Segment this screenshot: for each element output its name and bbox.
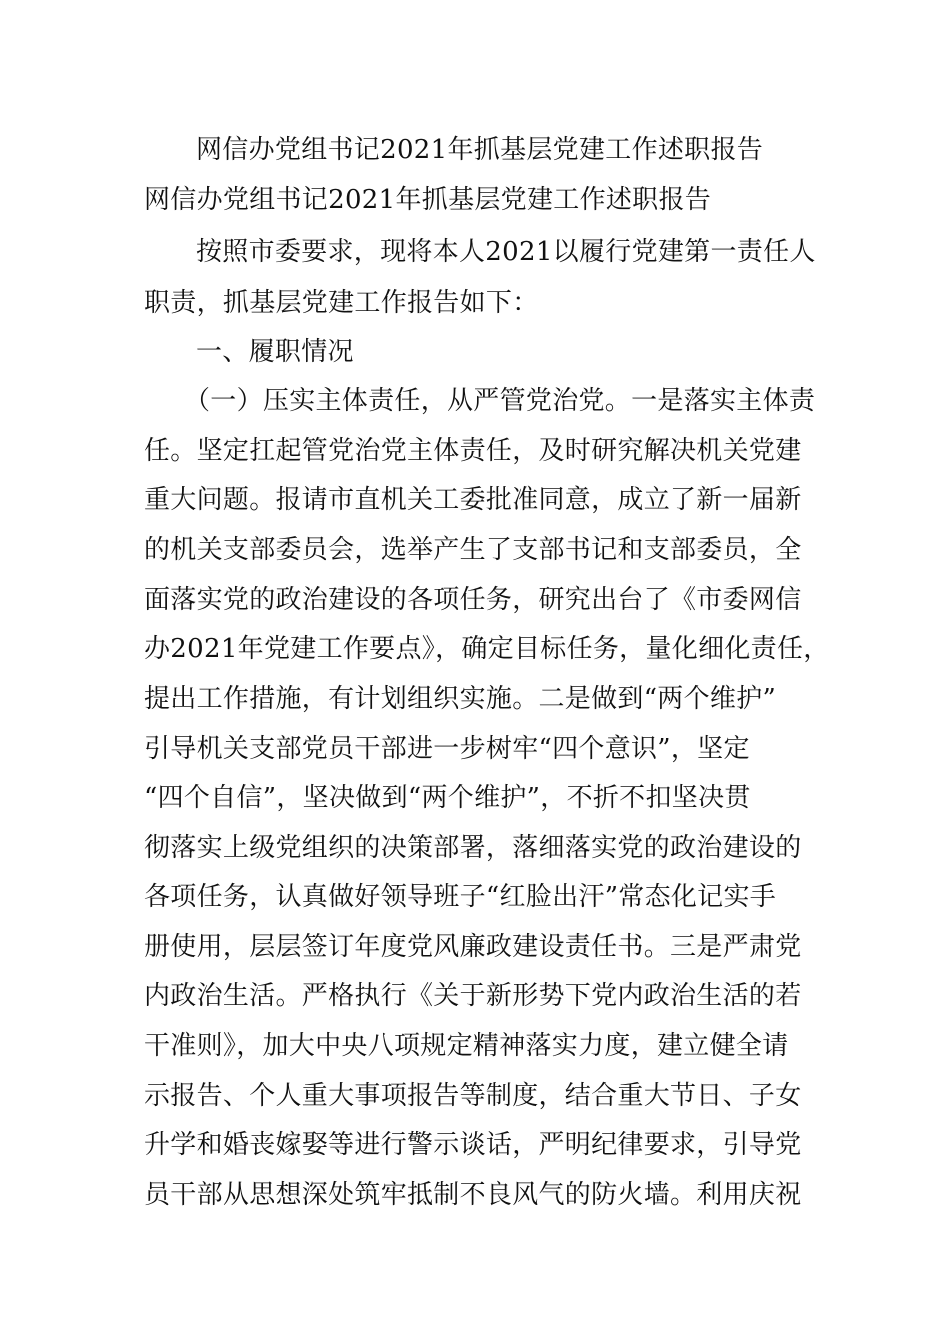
paragraph-line: 面落实党的政治建设的各项任务，研究出台了《市委网信 (144, 585, 802, 615)
paragraph-line: 引导机关支部党员干部进一步树牢“四个意识”，坚定 (144, 734, 750, 764)
paragraph-line: “四个自信”，坚决做到“两个维护”，不折不扣坚决贯 (144, 783, 751, 813)
paragraph-line: 职责，抓基层党建工作报告如下： (144, 288, 539, 318)
paragraph-line: 彻落实上级党组织的决策部署，落细落实党的政治建设的 (144, 833, 802, 863)
paragraph-line: 按照市委要求，现将本人2021以履行党建第一责任人 (196, 237, 816, 267)
paragraph-line: 册使用，层层签订年度党风廉政建设责任书。三是严肃党 (144, 932, 802, 962)
paragraph-line: 员干部从思想深处筑牢抵制不良风气的防火墙。利用庆祝 (144, 1180, 802, 1210)
section-heading: 一、履职情况 (196, 337, 354, 367)
paragraph-line: 内政治生活。严格执行《关于新形势下党内政治生活的若 (144, 981, 802, 1011)
paragraph-line: 升学和婚丧嫁娶等进行警示谈话，严明纪律要求，引导党 (144, 1130, 802, 1160)
document-subtitle: 网信办党组书记2021年抓基层党建工作述职报告 (144, 185, 712, 215)
paragraph-line: （一）压实主体责任，从严管党治党。一是落实主体责 (184, 386, 816, 416)
paragraph-line: 干准则》，加大中央八项规定精神落实力度，建立健全请 (144, 1031, 789, 1061)
paragraph-line: 重大问题。报请市直机关工委批准同意，成立了新一届新 (144, 485, 802, 515)
paragraph-line: 的机关支部委员会，选举产生了支部书记和支部委员，全 (144, 535, 802, 565)
paragraph-line: 各项任务，认真做好领导班子“红脸出汗”常态化记实手 (144, 882, 777, 912)
paragraph-line: 任。坚定扛起管党治党主体责任，及时研究解决机关党建 (144, 436, 802, 466)
document-title: 网信办党组书记2021年抓基层党建工作述职报告 (196, 135, 764, 165)
paragraph-line: 提出工作措施，有计划组织实施。二是做到“两个维护” (144, 684, 777, 714)
paragraph-line: 办2021年党建工作要点》，确定目标任务，量化细化责任， (144, 634, 830, 664)
paragraph-line: 示报告、个人重大事项报告等制度，结合重大节日、子女 (144, 1081, 802, 1111)
